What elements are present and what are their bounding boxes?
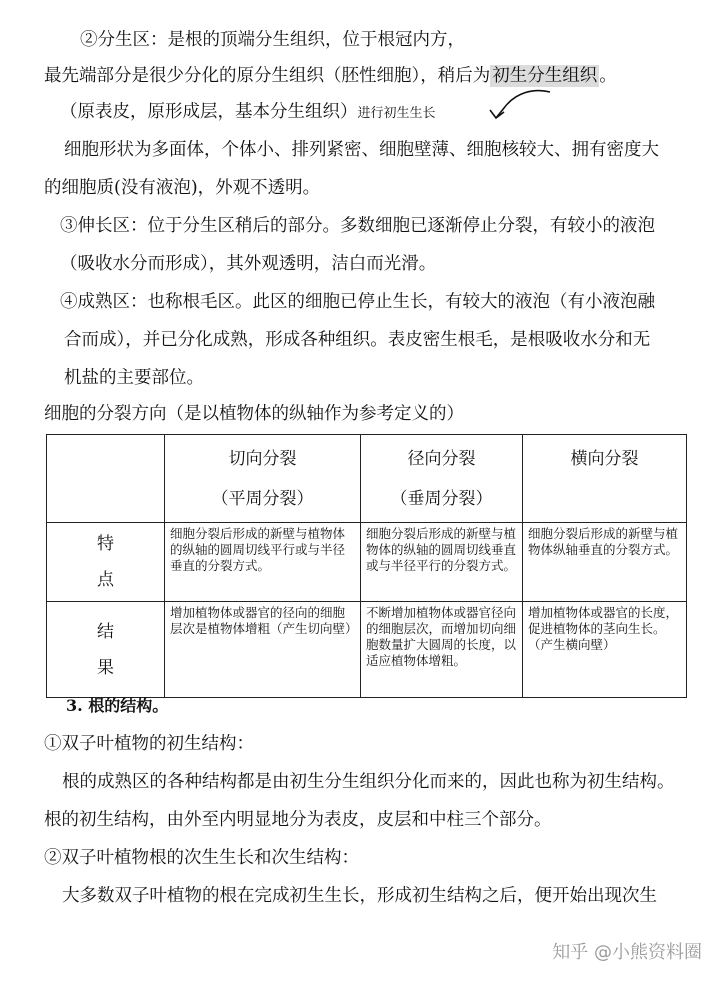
- table-header-cell: [523, 435, 687, 523]
- text-line: 合而成），并已分化成熟，形成各种组织。表皮密生根毛，是根吸收水分和无: [64, 330, 651, 350]
- row-header-char: 点: [97, 570, 114, 590]
- text-line: 细胞形状为多面体，个体小、排列紧密、细胞壁薄、细胞核较大、拥有密度大: [64, 140, 659, 160]
- header-title: 横向分裂: [570, 449, 639, 469]
- text-line: ③伸长区：位于分生区稍后的部分。多数细胞已逐渐停止分裂，有较小的液泡: [60, 216, 655, 236]
- table-cell: 细胞分裂后形成的新壁与植物体纵轴垂直的分裂方式。: [523, 523, 687, 602]
- text-line: ②双子叶植物根的次生生长和次生结构：: [44, 848, 359, 868]
- text-line: [44, 64, 617, 88]
- row-header-char: 结: [97, 621, 114, 642]
- text-line: 机盐的主要部位。: [64, 368, 204, 388]
- table-cell: 细胞分裂后形成的新壁与植物体的纵轴的圆周切线平行或与半径垂直的分裂方式。: [165, 523, 361, 602]
- table-header-row: [47, 435, 687, 523]
- table-cell: 细胞分裂后形成的新壁与植物体的纵轴的圆周切线垂直或与半径平行的分裂方式。: [361, 523, 523, 602]
- row-header-char: 果: [97, 657, 114, 678]
- text-line: 大多数双子叶植物的根在完成初生生长，形成初生结构之后，便开始出现次生: [62, 886, 657, 906]
- text-line: ④成熟区：也称根毛区。此区的细胞已停止生长，有较大的液泡（有小液泡融: [60, 292, 655, 312]
- header-subtitle: （垂周分裂）: [390, 489, 493, 509]
- text-line: （吸收水分而形成），其外观透明，洁白而光滑。: [60, 254, 437, 274]
- text-line: 细胞的分裂方向（是以植物体的纵轴作为参考定义的）: [44, 404, 464, 424]
- division-table: [46, 434, 687, 698]
- header-title: 径向分裂: [407, 449, 476, 469]
- text-line: ②分生区：是根的顶端分生组织，位于根冠内方，: [80, 30, 465, 50]
- table-header-cell: [165, 435, 361, 523]
- text-line: 根的初生结构，由外至内明显地分为表皮，皮层和中柱三个部分。: [44, 810, 552, 830]
- table-cell: 增加植物体或器官的径向的细胞层次是植物体增粗（产生切向壁）: [165, 602, 361, 698]
- row-header-cell: [47, 602, 165, 698]
- highlighted-term: 初生分生组织: [492, 66, 598, 86]
- header-subtitle: （平周分裂）: [211, 489, 314, 509]
- table-corner-cell: [47, 435, 165, 523]
- table-row: [47, 523, 687, 602]
- text-line: 根的成熟区的各种结构都是由初生分生组织分化而来的，因此也称为初生结构。: [62, 772, 675, 792]
- row-header-char: 特: [97, 534, 114, 554]
- header-title: 切向分裂: [228, 449, 297, 469]
- text-line: 的细胞质(没有液泡)，外观不透明。: [44, 178, 321, 198]
- row-header-cell: [47, 523, 165, 602]
- text-span: 。: [599, 66, 617, 86]
- handwritten-arrow-icon: [476, 86, 556, 122]
- table-cell: 增加植物体或器官的长度，促进植物体的茎向生长。（产生横向壁）: [523, 602, 687, 698]
- table-header-cell: [361, 435, 523, 523]
- text-line: [60, 100, 436, 126]
- text-span: （原表皮，原形成层，基本分生组织）: [60, 102, 358, 122]
- annotation-text: 进行初生生长: [357, 106, 436, 121]
- table-row: [47, 602, 687, 698]
- watermark: 知乎 @小熊资料圈: [552, 942, 702, 963]
- table-cell: 不断增加植物体或器官径向的细胞层次，而增加切向细胞数量扩大圆周的长度，以适应植物体增粗。: [361, 602, 523, 698]
- text-line: ①双子叶植物的初生结构：: [44, 734, 254, 754]
- text-span: 最先端部分是很少分化的原分生组织（胚性细胞），稍后为: [44, 66, 491, 86]
- section-heading: 3. 根的结构。: [66, 696, 169, 715]
